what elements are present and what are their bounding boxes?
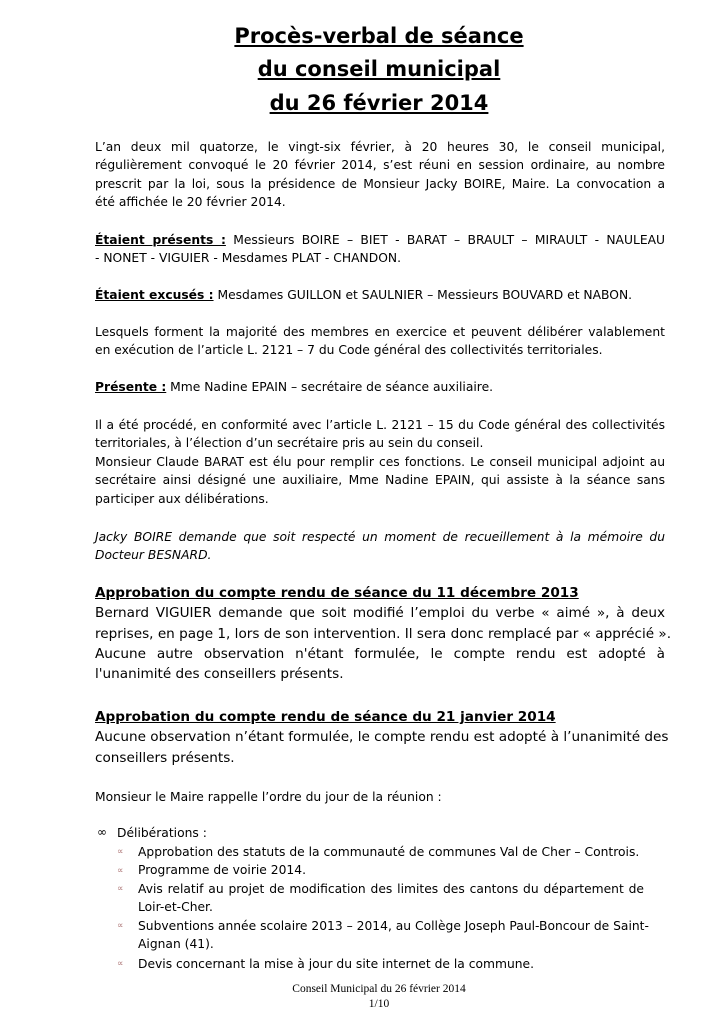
secretaire-line: participer aux délibérations. (95, 491, 269, 506)
ordre-text: Monsieur le Maire rappelle l’ordre du jour de la réunion : (95, 790, 442, 804)
sub-bullet-icon: ∝ (117, 921, 124, 931)
presente-label: Présente : (95, 380, 167, 394)
approbation-1-line: l'unanimité des conseillers présents. (95, 666, 344, 683)
secretaire-line: secrétaire ainsi désigné une auxiliaire, Mme Nadine EPAIN, qui assiste à la séance sans (95, 473, 665, 488)
presents-paragraph (95, 231, 665, 268)
approbation-1-line: Bernard VIGUIER demande que soit modifié l’emploi du verbe « aimé », à deux (95, 605, 665, 622)
majorite-paragraph (95, 323, 665, 360)
secretaire-line: territoriales, à l’élection d’un secrétaire pris au sein du conseil. (95, 436, 484, 451)
page-number: 1/10 (368, 998, 390, 1010)
intro-line: régulièrement convoqué le 20 février 2014, s’est réuni en session ordinaire, au nombre (95, 158, 665, 173)
intro-line: L’an deux mil quatorze, le vingt-six février, à 20 heures 30, le conseil municipal, (95, 140, 665, 154)
deliberation-item-line: Avis relatif au projet de modification des limites des cantons du département de (138, 882, 644, 896)
deliberation-item-line: Programme de voirie 2014. (138, 863, 306, 877)
deliberation-item (138, 880, 644, 917)
title-line-1: Procès-verbal de séance (234, 24, 524, 48)
presents-line (95, 231, 665, 249)
approbation-1-section (95, 583, 672, 684)
presents-line-2: - NONET - VIGUIER - Mesdames PLAT - CHANDON. (95, 251, 401, 266)
footer-title: Conseil Municipal du 26 février 2014 (292, 983, 466, 995)
ordre-paragraph (95, 788, 665, 806)
secretaire-line: Il a été procédé, en conformité avec l’article L. 2121 – 15 du Code général des collectivités (95, 418, 665, 432)
deliberation-item-line: Approbation des statuts de la communauté de communes Val de Cher – Controis. (138, 845, 640, 859)
excuses-text: Mesdames GUILLON et SAULNIER – Messieurs BOUVARD et NABON. (213, 288, 633, 302)
deliberation-item (138, 955, 658, 973)
intro-line: été affichée le 20 février 2014. (95, 195, 286, 210)
approbation-2-line: conseillers présents. (95, 749, 235, 766)
presente-paragraph (95, 378, 665, 396)
deliberation-item-line: Devis concernant la mise à jour du site internet de la commune. (138, 957, 535, 971)
approbation-1-line: reprises, en page 1, lors de son intervention. Il sera donc remplacé par « apprécié ». (95, 625, 672, 642)
deliberation-item (138, 843, 658, 861)
deliberation-item-line: Loir-et-Cher. (138, 900, 213, 915)
presente-line (95, 378, 665, 396)
excuses-line (95, 286, 665, 304)
recueillement-line: Docteur BESNARD. (95, 548, 212, 563)
intro-line: prescrit par la loi, sous la présidence de Monsieur Jacky BOIRE, Maire. La convocation a (95, 176, 665, 191)
presents-text: Messieurs BOIRE – BIET - BARAT – BRAULT – MIRAULT - NAULEAU (225, 233, 665, 247)
deliberation-item (138, 917, 648, 954)
approbation-1-heading: Approbation du compte rendu de séance du 11 décembre 2013 (95, 585, 579, 601)
title-line-3: du 26 février 2014 (269, 91, 489, 115)
sub-bullet-icon: ∝ (117, 959, 124, 969)
approbation-2-heading: Approbation du compte rendu de séance du 21 janvier 2014 (95, 709, 556, 725)
infinity-bullet-icon: ∞ (97, 825, 107, 839)
presents-label: Étaient présents : (95, 233, 226, 247)
sub-bullet-icon: ∝ (117, 866, 124, 876)
deliberation-item-line: Aignan (41). (138, 937, 214, 952)
majorite-line: Lesquels forment la majorité des membres en exercice et peuvent délibérer valablement (95, 325, 665, 339)
approbation-1-line: Aucune autre observation n'étant formulée, le compte rendu est adopté à (95, 645, 665, 662)
sub-bullet-icon: ∝ (117, 847, 124, 857)
excuses-paragraph (95, 286, 665, 304)
title-line-2: du conseil municipal (257, 57, 501, 81)
sub-bullet-icon: ∝ (117, 884, 124, 894)
secretaire-line: Monsieur Claude BARAT est élu pour remplir ces fonctions. Le conseil municipal adjoint au (95, 454, 665, 469)
recueillement-line: Jacky BOIRE demande que soit respecté un moment de recueillement à la mémoire du (95, 530, 665, 544)
excuses-label: Étaient excusés : (95, 288, 214, 302)
secretaire-paragraph (95, 416, 665, 508)
deliberations-label: Délibérations : (117, 826, 207, 840)
approbation-2-line: Aucune observation n’étant formulée, le compte rendu est adopté à l’unanimité des (95, 729, 669, 746)
deliberation-item (138, 861, 658, 879)
recueillement-paragraph (95, 528, 665, 565)
majorite-line: en exécution de l’article L. 2121 – 7 du Code général des collectivités territoriales. (95, 343, 603, 358)
presente-text: Mme Nadine EPAIN – secrétaire de séance auxiliaire. (166, 380, 494, 394)
intro-paragraph (95, 138, 665, 212)
deliberation-item-line: Subventions année scolaire 2013 – 2014, au Collège Joseph Paul-Boncour de Saint- (138, 919, 649, 933)
approbation-2-section (95, 707, 669, 768)
